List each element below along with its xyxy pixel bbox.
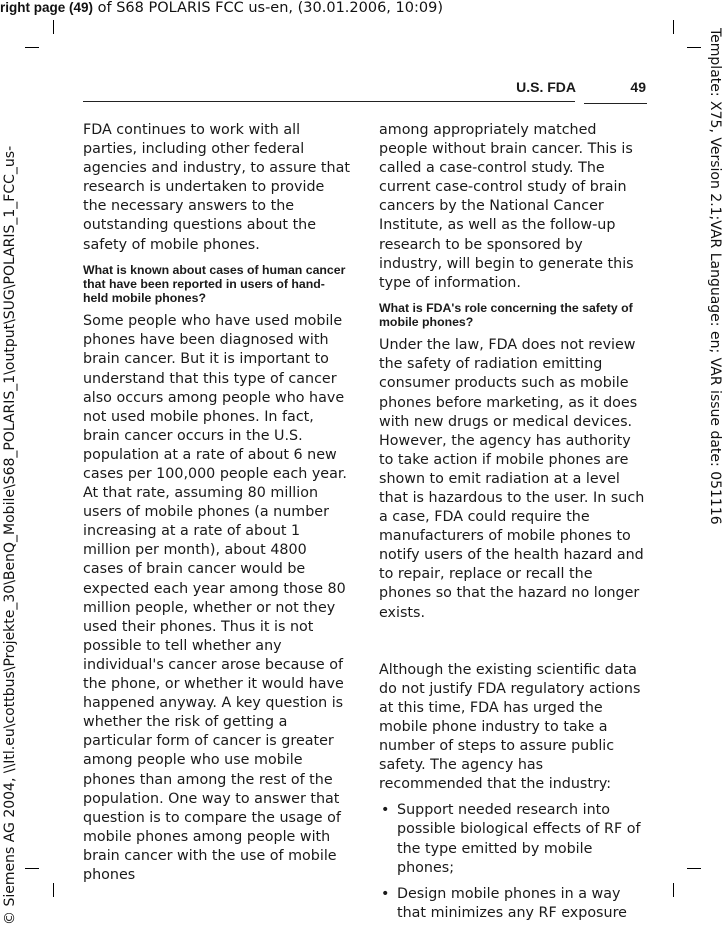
text-column-right xyxy=(379,121,646,930)
list-item: • Support needed research into possible biological effects of RF of the type emitted by mobile phones; xyxy=(379,801,646,877)
paragraph: Although the existing scientific data do not justify FDA regulatory actions at this time, FDA has urged the mobile phone industry to take a number of steps to assure public safety. The agency has recommended that the industry: xyxy=(379,661,641,793)
crop-mark xyxy=(673,20,674,34)
crop-mark xyxy=(25,868,39,869)
crop-mark xyxy=(673,883,674,897)
paragraph: Some people who have used mobile phones have been diagnosed with brain cancer. But it is important to understand that this type of cancer also occurs among people who have not used mobile phones. In fact, brain cancer occurs in the U.S. population at a rate of about 6 new cases per 100,000 people each year. At that rate, assuming 80 million users of mobile phones (a number increasing at a rate of about 1 million per month), about 4800 cases of brain cancer would be expected each year among those 80 million people, whether or not they used their phones. Thus it is not possible to tell whether any individual's cancer arose because of the phone, or whether it would have happened anyway. A key question is whether the risk of getting a particular form of cancer is greater among people who use mobile phones than among the rest of the population. One way to answer that question is to compare the usage of mobile phones among people with brain cancer with the use of mobile phones xyxy=(83,313,347,883)
section-heading: What is FDA's role concerning the safety of mobile phones? xyxy=(379,300,633,330)
slug-page-ref: right page (49) xyxy=(0,0,94,15)
crop-mark xyxy=(687,868,701,869)
crop-mark xyxy=(687,47,701,48)
running-header-title: U.S. FDA xyxy=(516,79,576,95)
page-number: 49 xyxy=(630,79,646,95)
copyright-path: © Siemens AG 2004, \\Itl.eu\cottbus\Projekte_30\BenQ_Mobile\S68_POLARIS_1\output\SUG\POLARIS_1_FCC_us- xyxy=(2,145,18,925)
paragraph: Under the law, FDA does not review the safety of radiation emitting consumer products such as mobile phones before marketing, as it does with new drugs or medical devices. However, the agency has authority to take action if mobile phones are shown to emit radiation at a level that is hazardous to the user. In such a case, FDA could require the manufacturers of mobile phones to notify users of the health hazard and to repair, replace or recall the phones so that the hazard no longer exists. xyxy=(379,337,645,621)
crop-mark xyxy=(25,47,39,48)
slug-file-info: of S68 POLARIS FCC us-en, (30.01.2006, 10:09) xyxy=(93,0,443,16)
spacer xyxy=(379,623,646,661)
crop-mark xyxy=(53,883,54,897)
template-info: Template: X75, Version 2.1;VAR Language: en; VAR issue date: 051116 xyxy=(707,28,723,525)
header-rule xyxy=(584,103,647,104)
print-slug xyxy=(0,0,443,16)
list-item: • Design mobile phones in a way that minimizes any RF exposure xyxy=(379,885,646,923)
text-column-left xyxy=(83,121,350,885)
paragraph: among appropriately matched people without brain cancer. This is called a case-control study. The current case-control study of brain cancers by the National Cancer Institute, as well as the follow-up research to be sponsored by industry, will begin to generate this type of information. xyxy=(379,122,634,291)
crop-mark xyxy=(53,20,54,34)
header-rule xyxy=(83,101,575,102)
section-heading: What is known about cases of human cancer that have been reported in users of hand-held mobile phones? xyxy=(83,262,346,306)
recommendation-list xyxy=(379,801,646,923)
paragraph: FDA continues to work with all parties, including other federal agencies and industry, to assure that research is undertaken to provide the necessary answers to the outstanding questions about the safety of mobile phones. xyxy=(83,122,350,253)
